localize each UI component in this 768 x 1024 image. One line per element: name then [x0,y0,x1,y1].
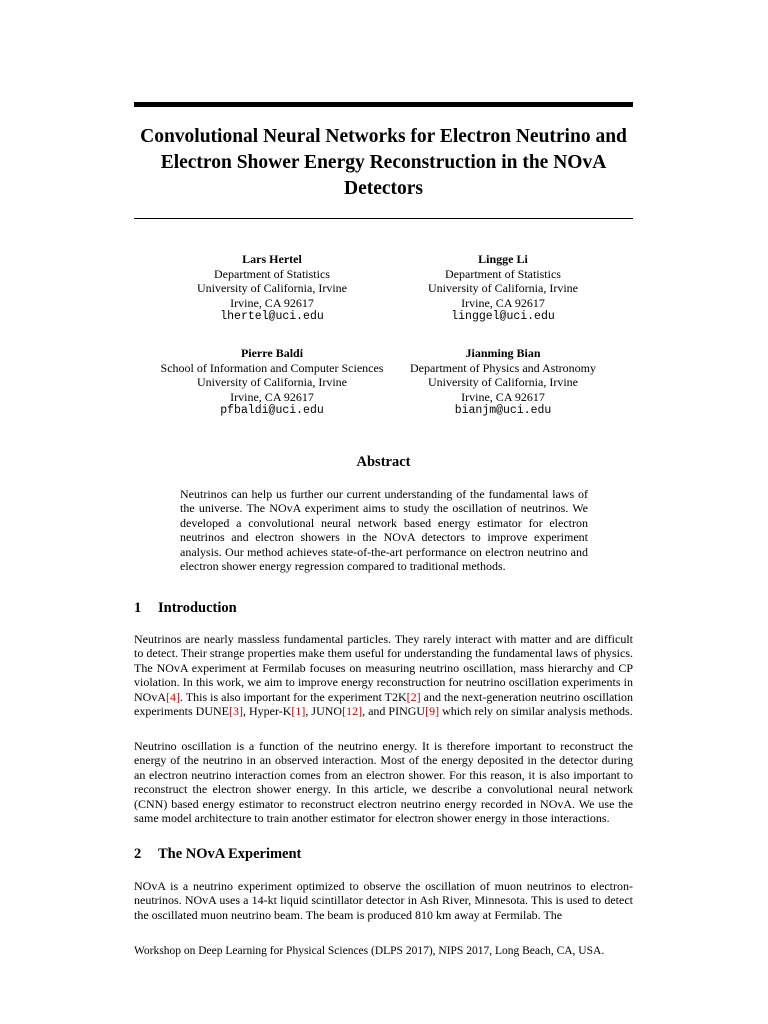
author-name: Lars Hertel [242,252,302,266]
citation-link[interactable]: [3] [228,704,243,719]
title-bottom-rule [134,218,633,219]
section-heading-nova-experiment [134,846,301,863]
author-city: Irvine, CA 92617 [461,389,545,404]
author-univ: University of California, Irvine [428,375,578,389]
abstract-text: Neutrinos can help us further our current understanding of the fundamental laws of the universe. The NOvA experiment aims to study the oscillation of neutrinos. We developed a convolutional neural network based energy estimator for electron neutrinos and electron showers in the NOvA detectors to improve experiment analysis. Our method achieves state-of-the-art performance on electron neutrino and electron shower energy regression compared to traditional methods. [180,487,588,574]
author-dept: School of Information and Computer Sciences [160,360,384,375]
author-email[interactable]: bianjm@uci.edu [454,404,552,417]
author-city: Irvine, CA 92617 [230,295,314,310]
author-block [383,252,623,325]
author-city: Irvine, CA 92617 [230,389,314,404]
citation-link[interactable]: [4] [166,689,180,704]
author-univ: University of California, Irvine [428,281,578,295]
title-top-rule [134,102,633,107]
author-block [152,346,392,419]
paragraph-text: Neutrinos are nearly massless fundamental particles. They rarely interact with matter and are difficult to detect. Their strange properties make them useful for understanding the fundamental laws of physics. The NOvA experiment at Fermilab focuses on measuring neutrino oscillation, mass hierarchy and CP violation. In this work, we aim to improve energy reconstruction for neutrino oscillation experiments in NOvA [134,632,633,704]
author-city: Irvine, CA 92617 [461,295,545,310]
author-name: Pierre Baldi [240,346,304,360]
paragraph-text: which rely on similar analysis methods. [439,704,633,719]
author-email[interactable]: pfbaldi@uci.edu [220,404,324,417]
author-univ: University of California, Irvine [197,281,347,295]
author-univ: University of California, Irvine [197,375,347,389]
abstract-heading: Abstract [356,454,411,470]
author-name: Lingge Li [478,252,528,266]
intro-paragraph-1 [134,632,633,718]
intro-paragraph-2: Neutrino oscillation is a function of the neutrino energy. It is therefore important to reconstruct the energy of the neutrino in an observed interaction. Most of the energy deposited in the detector during an electron neutrino interaction comes from an electron shower. For this reason, it is also important to reconstruct the electron shower energy. In this article, we describe a convolutional neural network (CNN) based energy estimator to reconstruct electron neutrino energy recorded in NOvA. We use the same model architecture to train another estimator for electron shower energy in those interactions. [134,739,633,826]
author-block [383,346,623,419]
paragraph-text: , JUNO [305,704,343,719]
paragraph-text: . This is also important for the experiment T2K [180,689,407,704]
paper-title: Convolutional Neural Networks for Electron Neutrino and Electron Shower Energy Reconstruction in the NOvA Detectors [140,126,627,199]
section-title: Introduction [158,600,237,616]
citation-link[interactable]: [9] [425,704,440,719]
section-number: 1 [134,600,142,616]
page-footer: Workshop on Deep Learning for Physical Sciences (DLPS 2017), NIPS 2017, Long Beach, CA, USA. [134,945,605,957]
citation-link[interactable]: [1] [291,704,306,719]
author-dept: Department of Statistics [445,266,561,281]
citation-link[interactable]: [12] [342,704,363,719]
section-number: 2 [134,846,142,862]
author-email[interactable]: lhertel@uci.edu [220,310,324,323]
citation-link[interactable]: [2] [406,689,421,704]
author-dept: Department of Physics and Astronomy [410,360,596,375]
paragraph-text: and the next-generation neutrino oscillation experiments DUNE [134,689,633,719]
author-email[interactable]: linggel@uci.edu [451,310,555,323]
paragraph-text: , Hyper-K [242,704,292,719]
paragraph-text: , and PINGU [362,704,426,719]
section-title: The NOvA Experiment [158,846,302,862]
author-dept: Department of Statistics [214,266,330,281]
author-block [152,252,392,325]
section-heading-introduction [134,600,237,617]
author-name: Jianming Bian [465,346,541,360]
nova-paragraph-1: NOvA is a neutrino experiment optimized to observe the oscillation of muon neutrinos to electron-neutrinos. NOvA uses a 14-kt liquid scintillator detector in Ash River, Minnesota. This is used to detect the oscillated muon neutrino beam. The beam is produced 810 km away at Fermilab. The [134,879,633,922]
